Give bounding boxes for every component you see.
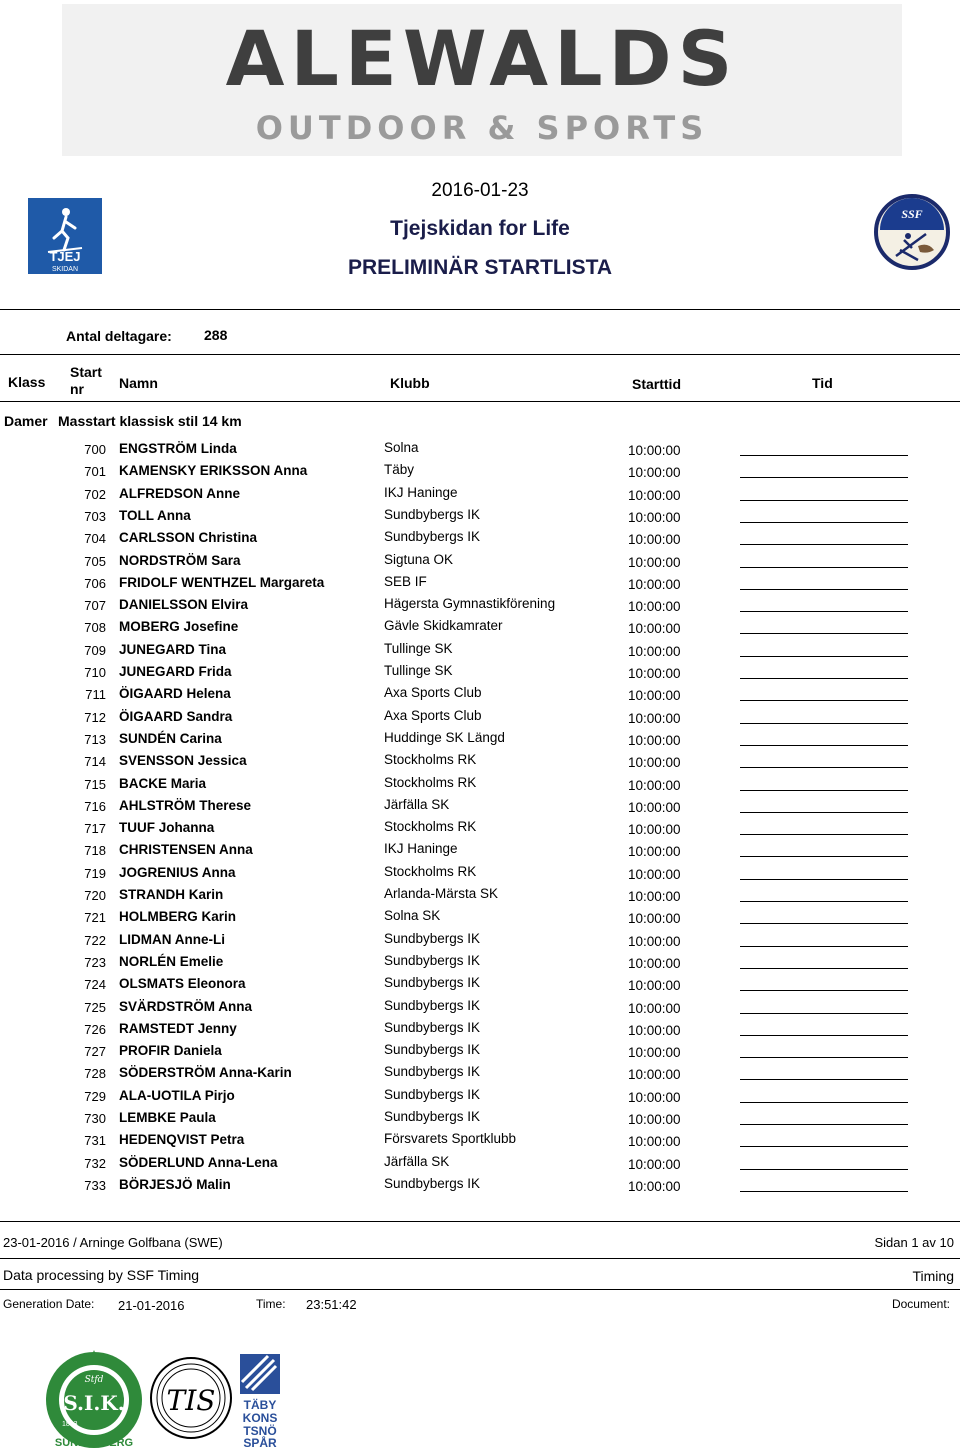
start-time: 10:00:00 <box>628 1045 681 1061</box>
table-row <box>0 773 960 795</box>
generation-date-label: Generation Date: <box>3 1297 95 1311</box>
athlete-name: BACKE Maria <box>119 775 207 791</box>
taby-line-2: KONS <box>242 1411 278 1425</box>
result-time-blank-line <box>740 1146 908 1147</box>
result-time-blank-line <box>740 990 908 991</box>
result-time-blank-line <box>740 500 908 501</box>
table-row <box>0 973 960 995</box>
athlete-name: KAMENSKY ERIKSSON Anna <box>119 463 308 479</box>
footer-timing: Timing <box>912 1268 954 1284</box>
start-number: 725 <box>84 999 106 1015</box>
result-time-blank-line <box>740 589 908 590</box>
athlete-name: SÖDERSTRÖM Anna-Karin <box>119 1065 292 1081</box>
taby-konstsnospar-logo-icon <box>238 1352 284 1448</box>
generation-time-label: Time: <box>256 1297 286 1311</box>
start-number: 717 <box>84 821 106 837</box>
result-time-blank-line <box>740 656 908 657</box>
start-time: 10:00:00 <box>628 799 681 815</box>
table-row <box>0 616 960 638</box>
start-time: 10:00:00 <box>628 1067 681 1083</box>
athlete-name: NORDSTRÖM Sara <box>119 552 241 568</box>
athlete-name: LEMBKE Paula <box>119 1110 216 1125</box>
start-time: 10:00:00 <box>628 866 681 882</box>
result-time-blank-line <box>740 790 908 791</box>
table-row <box>0 661 960 683</box>
table-row <box>0 706 960 728</box>
start-number: 711 <box>85 687 106 703</box>
result-time-blank-line <box>740 812 908 813</box>
start-time: 10:00:00 <box>628 1134 681 1150</box>
result-time-blank-line <box>740 1191 908 1192</box>
table-row <box>0 1174 960 1196</box>
start-time: 10:00:00 <box>628 443 681 458</box>
club-name: SEB IF <box>384 573 427 589</box>
table-row <box>0 951 960 973</box>
document-label: Document: <box>891 1297 950 1311</box>
start-number: 706 <box>84 575 106 591</box>
generation-date-value: 21-01-2016 <box>118 1298 185 1313</box>
start-time: 10:00:00 <box>628 532 681 548</box>
result-time-blank-line <box>740 879 908 880</box>
start-number: 710 <box>84 665 106 680</box>
athlete-name: BÖRJESJÖ Malin <box>119 1176 231 1192</box>
table-row <box>0 1018 960 1040</box>
club-name: Försvarets Sportklubb <box>384 1131 517 1147</box>
participants-count: 288 <box>204 327 228 343</box>
start-time: 10:00:00 <box>628 889 681 904</box>
banner-line2: OUTDOOR & SPORTS <box>255 109 709 147</box>
athlete-name: TUUF Johanna <box>119 820 215 836</box>
athlete-name: FRIDOLF WENTHZEL Margareta <box>119 574 325 590</box>
result-time-blank-line <box>740 522 908 523</box>
result-time-blank-line <box>740 1124 908 1125</box>
start-time: 10:00:00 <box>628 955 681 971</box>
table-row <box>0 1107 960 1129</box>
col-header-starttid: Starttid <box>632 376 681 392</box>
club-name: IKJ Haninge <box>384 484 458 500</box>
start-number: 716 <box>84 798 106 814</box>
athlete-name: SUNDÉN Carina <box>119 730 222 746</box>
result-time-blank-line <box>740 611 908 612</box>
club-name: Sigtuna OK <box>384 551 454 567</box>
result-time-blank-line <box>740 923 908 924</box>
club-name: Sundbybergs IK <box>384 930 481 946</box>
athlete-name: ALA-UOTILA Pirjo <box>119 1087 235 1103</box>
category-name: Masstart klassisk stil 14 km <box>58 413 242 429</box>
start-number: 704 <box>84 531 106 547</box>
club-name: Sundbybergs IK <box>384 1109 481 1124</box>
athlete-name: MOBERG Josefine <box>119 619 239 635</box>
athlete-name: TOLL Anna <box>119 507 191 523</box>
taby-line-1: TÄBY <box>243 1398 277 1412</box>
athlete-name: JUNEGARD Tina <box>119 641 227 657</box>
start-number: 719 <box>84 865 106 881</box>
athlete-name: JOGRENIUS Anna <box>119 864 236 880</box>
table-row <box>0 1085 960 1107</box>
start-time: 10:00:00 <box>628 1089 681 1105</box>
start-number: 709 <box>84 642 106 658</box>
club-name: Sundbybergs IK <box>384 1019 481 1035</box>
start-number: 700 <box>84 442 106 457</box>
club-name: Tullinge SK <box>384 663 453 678</box>
table-row <box>0 884 960 906</box>
result-time-blank-line <box>740 1057 908 1058</box>
result-time-blank-line <box>740 1013 908 1014</box>
athlete-name: SVENSSON Jessica <box>119 753 247 769</box>
start-number: 718 <box>84 843 106 859</box>
footer-rule-top <box>0 1221 960 1222</box>
start-number: 724 <box>84 977 106 993</box>
footer-rule-bottom <box>0 1289 960 1290</box>
col-header-namn: Namn <box>119 375 158 391</box>
sik-logo-ring: SUNDBYBERG <box>54 1437 134 1449</box>
start-time: 10:00:00 <box>628 822 681 838</box>
club-name: Tullinge SK <box>384 640 453 656</box>
start-time: 10:00:00 <box>628 465 681 481</box>
club-name: Solna <box>384 440 419 455</box>
sik-logo-text: S.I.K. <box>63 1391 125 1415</box>
table-row <box>0 839 960 861</box>
table-row <box>0 594 960 616</box>
sponsor-banner <box>62 4 902 156</box>
table-row <box>0 1040 960 1062</box>
start-number: 722 <box>84 932 106 948</box>
table-row <box>0 862 960 884</box>
club-name: Hägersta Gymnastikförening <box>384 596 556 612</box>
result-time-blank-line <box>740 477 908 478</box>
table-row <box>0 572 960 594</box>
start-number: 712 <box>84 709 106 725</box>
participants-label: Antal deltagare: <box>66 328 172 344</box>
ssf-logo-text: SSF <box>901 207 923 221</box>
footer-processing: Data processing by SSF Timing <box>3 1267 200 1283</box>
table-row <box>0 639 960 661</box>
result-time-blank-line <box>740 745 908 746</box>
result-time-blank-line <box>740 678 908 679</box>
list-title: PRELIMINÄR STARTLISTA <box>347 256 613 279</box>
result-time-blank-line <box>740 1169 908 1170</box>
sik-sundbyberg-logo-icon <box>42 1346 146 1450</box>
start-number: 721 <box>84 910 106 926</box>
start-number: 701 <box>84 464 106 480</box>
club-name: Sundbybergs IK <box>384 952 481 968</box>
table-row <box>0 1152 960 1174</box>
club-name: Axa Sports Club <box>384 685 482 701</box>
start-time: 10:00:00 <box>628 1178 681 1194</box>
start-number: 702 <box>84 486 106 502</box>
athlete-name: JUNEGARD Frida <box>119 664 232 679</box>
result-time-blank-line <box>740 968 908 969</box>
athlete-name: CARLSSON Christina <box>119 530 258 546</box>
result-time-blank-line <box>740 1102 908 1103</box>
club-name: Sundbybergs IK <box>384 506 481 522</box>
start-time: 10:00:00 <box>628 509 681 525</box>
athlete-name: ÖIGAARD Helena <box>119 686 231 702</box>
athlete-name: HEDENQVIST Petra <box>119 1132 245 1148</box>
header-rule-bottom <box>0 401 960 402</box>
result-time-blank-line <box>740 834 908 835</box>
club-name: Täby <box>384 462 415 478</box>
start-number: 723 <box>84 954 106 970</box>
start-number: 728 <box>84 1066 106 1082</box>
club-name: Sundbybergs IK <box>384 1086 481 1102</box>
banner-line1: ALEWALDS <box>225 14 739 103</box>
start-number: 729 <box>84 1088 106 1104</box>
athlete-name: ENGSTRÖM Linda <box>119 441 237 456</box>
start-time: 10:00:00 <box>628 911 681 927</box>
start-number: 731 <box>84 1133 106 1149</box>
taby-line-3: TSNÖ <box>243 1424 277 1438</box>
header-rule-top <box>0 309 960 310</box>
table-row <box>0 750 960 772</box>
start-time: 10:00:00 <box>628 643 681 659</box>
table-row <box>0 505 960 527</box>
result-time-blank-line <box>740 856 908 857</box>
club-name: Stockholms RK <box>384 819 477 835</box>
start-time: 10:00:00 <box>628 755 681 771</box>
club-name: Sundbybergs IK <box>384 529 481 545</box>
table-row <box>0 728 960 750</box>
table-row <box>0 550 960 572</box>
result-time-blank-line <box>740 1035 908 1036</box>
start-number: 733 <box>84 1177 106 1193</box>
table-row <box>0 1062 960 1084</box>
list-date: 2016-01-23 <box>431 180 529 201</box>
tis-logo-icon <box>148 1350 234 1446</box>
table-row <box>0 1129 960 1151</box>
start-number: 713 <box>84 731 106 747</box>
table-row <box>0 460 960 482</box>
table-row <box>0 929 960 951</box>
start-time: 10:00:00 <box>628 978 681 994</box>
club-name: Stockholms RK <box>384 774 477 790</box>
club-name: Sundbybergs IK <box>384 1064 481 1080</box>
result-time-blank-line <box>740 455 908 456</box>
start-number: 707 <box>84 598 106 614</box>
club-name: Huddinge SK Längd <box>384 729 505 745</box>
athlete-name: PROFIR Daniela <box>119 1043 222 1059</box>
athlete-name: OLSMATS Eleonora <box>119 976 246 992</box>
start-time: 10:00:00 <box>628 1000 681 1016</box>
table-row <box>0 795 960 817</box>
club-name: Arlanda-Märsta SK <box>384 886 499 901</box>
start-time: 10:00:00 <box>628 777 681 793</box>
start-number: 727 <box>84 1044 106 1060</box>
start-number: 703 <box>84 508 106 524</box>
result-time-blank-line <box>740 723 908 724</box>
athlete-name: SÖDERLUND Anna-Lena <box>119 1154 278 1170</box>
athlete-name: RAMSTEDT Jenny <box>119 1020 237 1036</box>
result-time-blank-line <box>740 901 908 902</box>
start-time: 10:00:00 <box>628 732 681 748</box>
start-time: 10:00:00 <box>628 487 681 503</box>
start-time: 10:00:00 <box>628 599 681 615</box>
athlete-name: SVÄRDSTRÖM Anna <box>119 998 253 1014</box>
taby-line-4: SPÅR <box>243 1436 277 1448</box>
start-time: 10:00:00 <box>628 554 681 570</box>
table-row <box>0 527 960 549</box>
start-number: 715 <box>84 776 106 792</box>
footer-rule-mid <box>0 1258 960 1259</box>
club-name: Järfälla SK <box>384 796 450 812</box>
club-name: Stockholms RK <box>384 752 477 768</box>
start-time: 10:00:00 <box>628 933 681 949</box>
athlete-name: ÖIGAARD Sandra <box>119 708 233 724</box>
start-time: 10:00:00 <box>628 1022 681 1038</box>
athlete-name: NORLÉN Emelie <box>119 953 224 969</box>
club-name: Sundbybergs IK <box>384 975 481 991</box>
category-klass: Damer <box>4 413 48 429</box>
result-time-blank-line <box>740 1079 908 1080</box>
start-time: 10:00:00 <box>628 844 681 860</box>
footer-date-place: 23-01-2016 / Arninge Golfbana (SWE) <box>3 1235 223 1250</box>
athlete-name: CHRISTENSEN Anna <box>119 842 253 858</box>
result-time-blank-line <box>740 946 908 947</box>
result-time-blank-line <box>740 700 908 701</box>
tjej-logo-text: TJEJ <box>49 249 81 264</box>
athlete-name: LIDMAN Anne-Li <box>119 931 225 947</box>
col-header-tid: Tid <box>812 375 833 391</box>
club-name: Sundbybergs IK <box>384 1175 481 1191</box>
start-number: 726 <box>84 1021 106 1037</box>
athlete-name: DANIELSSON Elvira <box>119 597 249 613</box>
col-header-nr: nr <box>70 381 84 397</box>
result-time-blank-line <box>740 544 908 545</box>
sik-logo-mark: Stfd <box>84 1375 104 1385</box>
club-name: Gävle Skidkamrater <box>384 618 503 634</box>
club-name: Axa Sports Club <box>384 707 482 723</box>
athlete-name: STRANDH Karin <box>119 887 224 902</box>
result-time-blank-line <box>740 633 908 634</box>
start-time: 10:00:00 <box>628 666 681 681</box>
start-number: 732 <box>84 1155 106 1171</box>
result-time-blank-line <box>740 567 908 568</box>
header-rule-mid <box>0 354 960 355</box>
start-number: 708 <box>84 620 106 636</box>
athlete-name: HOLMBERG Karin <box>119 909 237 925</box>
result-time-blank-line <box>740 767 908 768</box>
start-number: 714 <box>84 754 106 770</box>
table-row <box>0 683 960 705</box>
table-row <box>0 817 960 839</box>
event-title: Tjejskidan for Life <box>390 217 570 240</box>
table-row <box>0 483 960 505</box>
club-name: Sundbybergs IK <box>384 997 481 1013</box>
athlete-name: ALFREDSON Anne <box>119 485 240 501</box>
athlete-name: AHLSTRÖM Therese <box>119 797 252 813</box>
club-name: Järfälla SK <box>384 1153 450 1169</box>
sik-logo-year: 1893 <box>62 1421 78 1428</box>
tjej-logo-subtext: SKIDAN <box>51 266 79 273</box>
tis-logo-text: TIS <box>166 1384 216 1417</box>
start-time: 10:00:00 <box>628 576 681 592</box>
start-number: 705 <box>84 553 106 569</box>
club-name: Solna SK <box>384 908 441 924</box>
table-row <box>0 996 960 1018</box>
generation-time-value: 23:51:42 <box>306 1297 357 1312</box>
footer-page: Sidan 1 av 10 <box>874 1235 954 1250</box>
start-number: 720 <box>84 888 106 903</box>
start-time: 10:00:00 <box>628 1156 681 1172</box>
start-time: 10:00:00 <box>628 1112 681 1127</box>
club-name: Sundbybergs IK <box>384 1042 481 1058</box>
table-row <box>0 906 960 928</box>
start-time: 10:00:00 <box>628 621 681 637</box>
table-row <box>0 438 960 460</box>
col-header-klubb: Klubb <box>390 375 430 391</box>
start-number: 730 <box>84 1111 106 1126</box>
col-header-start: Start <box>70 364 102 380</box>
club-name: IKJ Haninge <box>384 841 458 857</box>
club-name: Stockholms RK <box>384 863 477 879</box>
col-header-klass: Klass <box>8 374 46 390</box>
start-time: 10:00:00 <box>628 688 681 704</box>
start-time: 10:00:00 <box>628 710 681 726</box>
